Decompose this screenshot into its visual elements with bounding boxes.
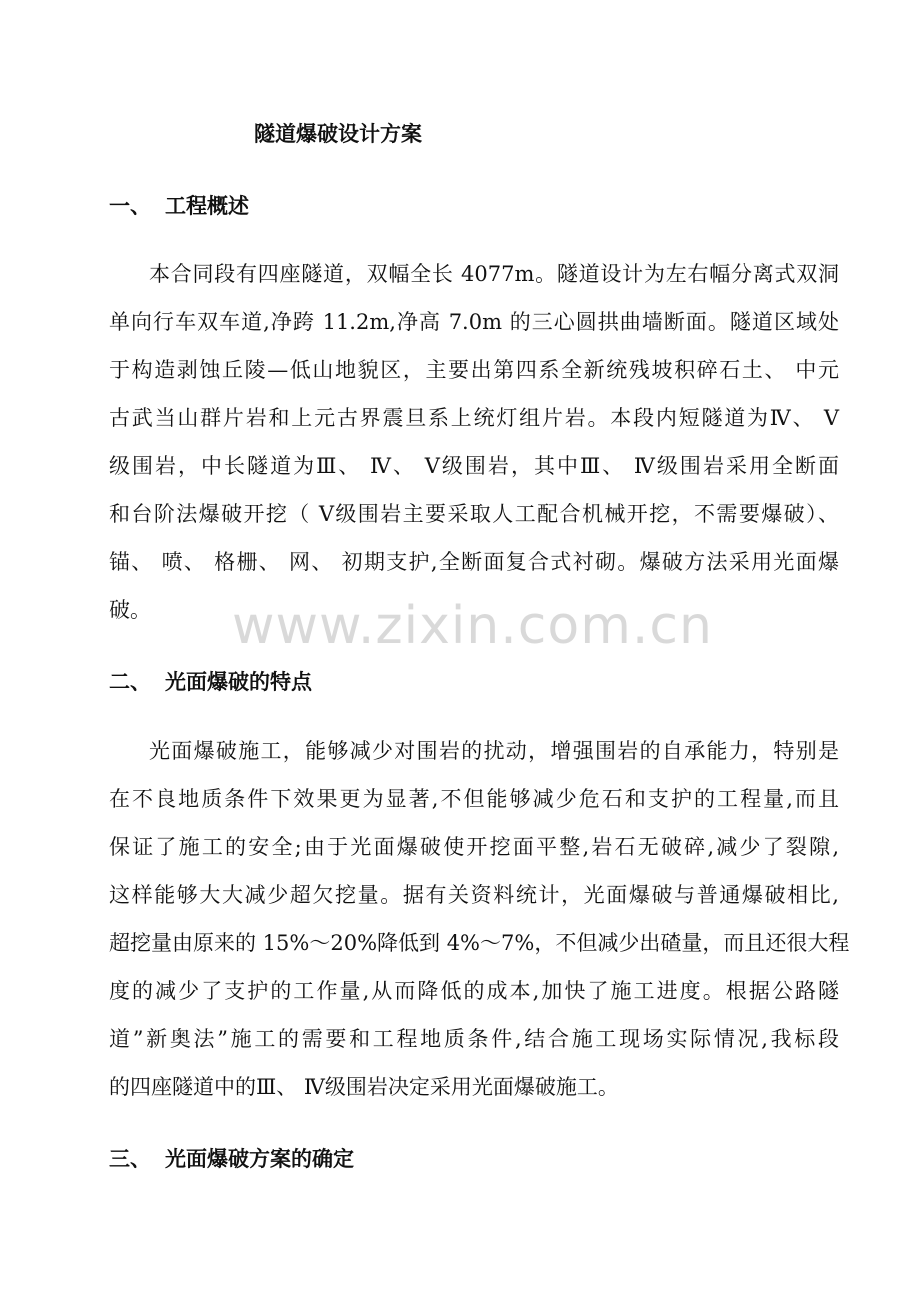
paragraph-line: 锚、 喷、 格栅、 网、 初期支护,全断面复合式衬砌。爆破方法采用光面爆 xyxy=(109,550,839,574)
paragraph-line: 和台阶法爆破开挖（ Ⅴ级围岩主要采取人工配合机械开挖，不需要爆破）、 xyxy=(109,502,839,526)
section-heading-1 xyxy=(109,190,249,222)
section-number: 三、 xyxy=(109,1146,151,1171)
paragraph-line: 破。 xyxy=(109,598,151,622)
paragraph-line: 超挖量由原来的 15%～20%降低到 4%～7%，不但减少出碴量，而且还很大程 xyxy=(109,931,850,955)
section-title: 光面爆破方案的确定 xyxy=(165,1146,354,1171)
section-title: 光面爆破的特点 xyxy=(165,669,312,694)
paragraph-line: 这样能够大大减少超欠挖量。据有关资料统计，光面爆破与普通爆破相比, xyxy=(109,883,839,907)
section-title: 工程概述 xyxy=(165,193,249,218)
paragraph-line: 级围岩，中长隧道为Ⅲ、 Ⅳ、 Ⅴ级围岩，其中Ⅲ、 Ⅳ级围岩采用全断面 xyxy=(109,454,839,478)
watermark: www.zixin.com.cn xyxy=(232,596,713,656)
paragraph-line: 古武当山群片岩和上元古界震旦系上统灯组片岩。本段内短隧道为Ⅳ、 Ⅴ xyxy=(109,406,839,430)
section-number: 一、 xyxy=(109,193,151,218)
paragraph-line: 光面爆破施工，能够减少对围岩的扰动，增强围岩的自承能力，特别是 xyxy=(149,739,839,763)
paragraph-line: 度的减少了支护的工作量,从而降低的成本,加快了施工进度。根据公路隧 xyxy=(109,979,839,1003)
paragraph-line: 保证了施工的安全;由于光面爆破使开挖面平整,岩石无破碎,减少了裂隙, xyxy=(109,835,839,859)
paragraph-line: 于构造剥蚀丘陵—低山地貌区，主要出第四系全新统残坡积碎石土、 中元 xyxy=(109,358,839,382)
document-title: 隧道爆破设计方案 xyxy=(254,121,422,146)
paragraph-line: 的四座隧道中的Ⅲ、 Ⅳ级围岩决定采用光面爆破施工。 xyxy=(109,1075,619,1099)
paragraph-line: 道”新奥法”施工的需要和工程地质条件,结合施工现场实际情况,我标段 xyxy=(109,1027,839,1051)
paragraph-line: 单向行车双车道,净跨 11.2m,净高 7.0m 的三心圆拱曲墙断面。隧道区域处 xyxy=(109,310,839,334)
section-heading-2 xyxy=(109,666,312,698)
section-number: 二、 xyxy=(109,669,151,694)
paragraph-line: 本合同段有四座隧道，双幅全长 4077m。隧道设计为左右幅分离式双洞 xyxy=(149,262,839,286)
section-heading-3 xyxy=(109,1143,354,1175)
paragraph-line: 在不良地质条件下效果更为显著,不但能够减少危石和支护的工程量,而且 xyxy=(109,787,839,811)
